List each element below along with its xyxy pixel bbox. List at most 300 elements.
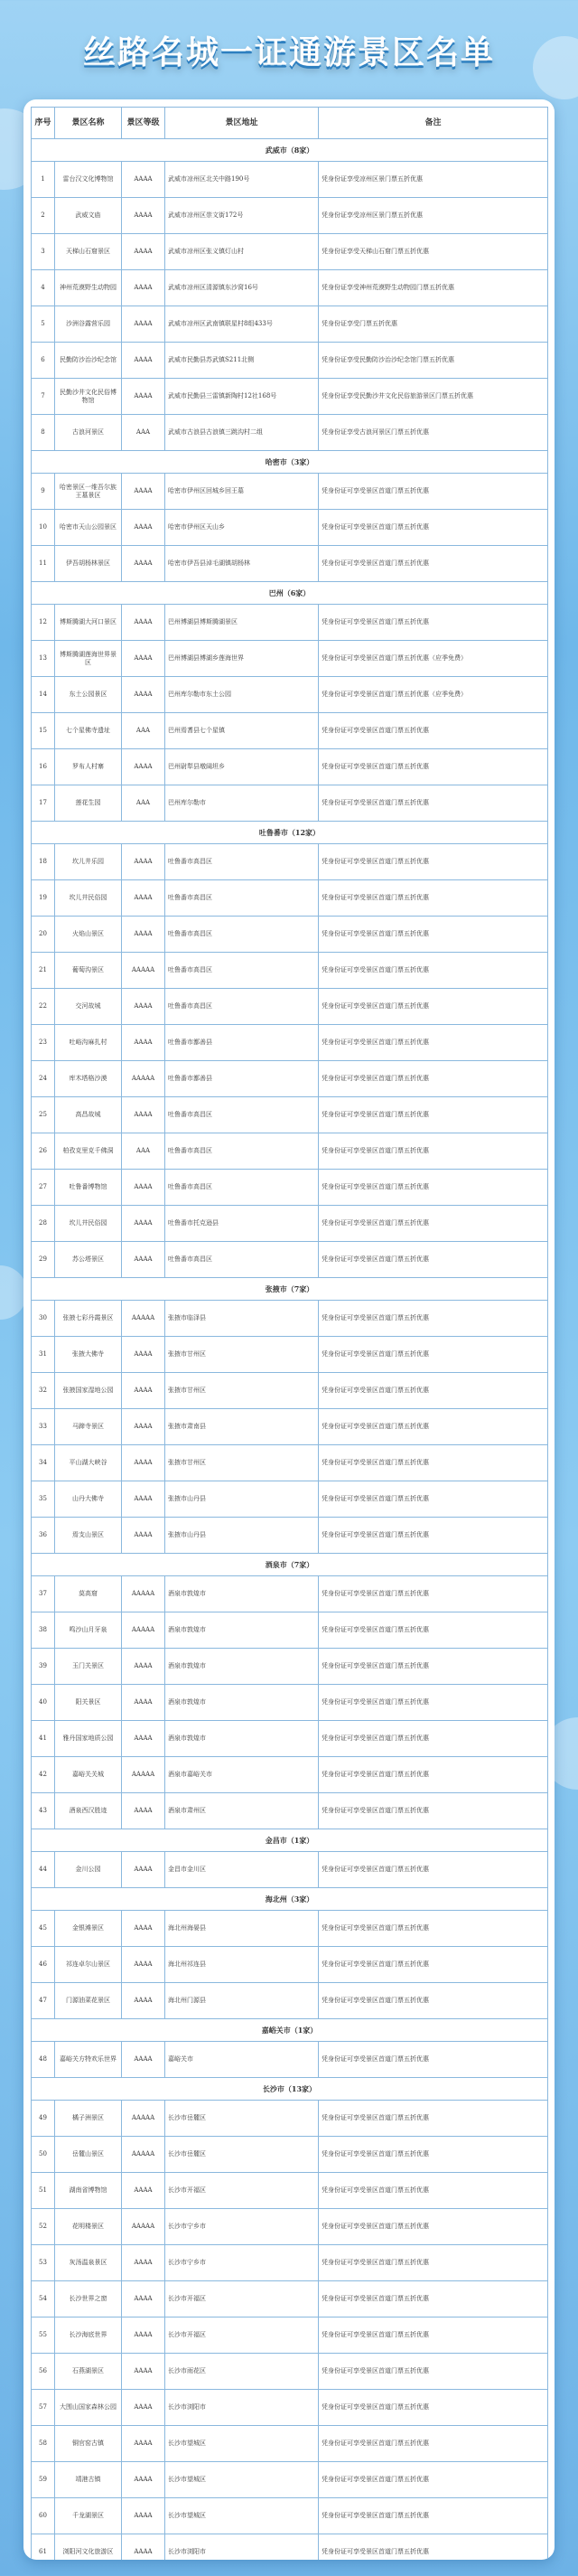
cell-address: 长沙市开福区 bbox=[165, 2317, 319, 2354]
cell-name: 门源油菜花景区 bbox=[55, 1983, 122, 2019]
section-title: 长沙市（13家） bbox=[32, 2078, 548, 2101]
cell-address: 巴州尉犁县墩阔坦乡 bbox=[165, 749, 319, 785]
cell-index: 23 bbox=[32, 1025, 55, 1061]
cell-name: 嘉峪关方特欢乐世界 bbox=[55, 2042, 122, 2078]
cell-address: 吐鲁番市高昌区 bbox=[165, 953, 319, 989]
cell-address: 吐鲁番市高昌区 bbox=[165, 917, 319, 953]
cell-index: 16 bbox=[32, 749, 55, 785]
cell-level: AAAA bbox=[122, 1025, 165, 1061]
cell-level: AAAA bbox=[122, 2317, 165, 2354]
cell-name: 靖港古镇 bbox=[55, 2462, 122, 2498]
cell-address: 吐鲁番市托克逊县 bbox=[165, 1206, 319, 1242]
table-row bbox=[32, 2042, 548, 2078]
cell-index: 28 bbox=[32, 1206, 55, 1242]
cell-index: 13 bbox=[32, 641, 55, 677]
cell-index: 27 bbox=[32, 1170, 55, 1206]
cell-index: 10 bbox=[32, 510, 55, 546]
cell-level: AAAA bbox=[122, 2245, 165, 2281]
cell-name: 莫高窟 bbox=[55, 1576, 122, 1612]
cell-name: 张掖大佛寺 bbox=[55, 1337, 122, 1373]
cell-name: 金银滩景区 bbox=[55, 1911, 122, 1947]
table-row bbox=[32, 546, 548, 582]
table-row bbox=[32, 2498, 548, 2534]
cell-remark: 凭身份证可享受景区首道门票五折优惠 bbox=[319, 1612, 548, 1649]
cell-address: 吐鲁番市高昌区 bbox=[165, 880, 319, 917]
cell-remark: 凭身份证可享受景区首道门票五折优惠 bbox=[319, 1206, 548, 1242]
cell-level: AAAA bbox=[122, 234, 165, 270]
cell-remark: 凭身份证可享受景区首道门票五折优惠 bbox=[319, 1301, 548, 1337]
cell-address: 张掖市肃南县 bbox=[165, 1409, 319, 1445]
cell-remark: 凭身份证享受天梯山石窟门票五折优惠 bbox=[319, 234, 548, 270]
cell-index: 11 bbox=[32, 546, 55, 582]
table-row bbox=[32, 2354, 548, 2390]
cell-address: 酒泉市敦煌市 bbox=[165, 1612, 319, 1649]
cell-address: 哈密市伊州区回城乡回王墓 bbox=[165, 474, 319, 510]
table-body bbox=[32, 139, 548, 2561]
cell-address: 武威市凉州区清源镇东沙窝16号 bbox=[165, 270, 319, 306]
cell-index: 56 bbox=[32, 2354, 55, 2390]
cell-address: 酒泉市嘉峪关市 bbox=[165, 1757, 319, 1793]
table-row bbox=[32, 1852, 548, 1888]
cell-index: 9 bbox=[32, 474, 55, 510]
cell-level: AAAA bbox=[122, 306, 165, 343]
section-header-row bbox=[32, 2078, 548, 2101]
scenic-table bbox=[31, 107, 548, 2560]
table-row bbox=[32, 1721, 548, 1757]
table-row bbox=[32, 2534, 548, 2561]
cell-index: 30 bbox=[32, 1301, 55, 1337]
cell-address: 酒泉市敦煌市 bbox=[165, 1649, 319, 1685]
cell-level: AAAA bbox=[122, 474, 165, 510]
cell-remark: 凭身份证可享受景区首道门票五折优惠 bbox=[319, 1983, 548, 2019]
cell-address: 巴州库尔勒市 bbox=[165, 785, 319, 822]
cell-index: 26 bbox=[32, 1133, 55, 1170]
cell-address: 武威市凉州区崇文街172号 bbox=[165, 198, 319, 234]
cell-index: 24 bbox=[32, 1061, 55, 1097]
table-row bbox=[32, 989, 548, 1025]
table-row bbox=[32, 415, 548, 451]
section-title: 巴州（6家） bbox=[32, 582, 548, 605]
cell-address: 巴州博湖县博湖乡莲海世界 bbox=[165, 641, 319, 677]
table-row bbox=[32, 1373, 548, 1409]
table-row bbox=[32, 1757, 548, 1793]
cell-index: 21 bbox=[32, 953, 55, 989]
cell-name: 浏阳河文化旅游区 bbox=[55, 2534, 122, 2561]
cell-name: 民勤防沙治沙纪念馆 bbox=[55, 343, 122, 379]
cell-index: 7 bbox=[32, 379, 55, 415]
cell-index: 57 bbox=[32, 2390, 55, 2426]
cell-level: AAAAA bbox=[122, 1612, 165, 1649]
cell-level: AAAA bbox=[122, 510, 165, 546]
cell-level: AAAA bbox=[122, 1337, 165, 1373]
cell-remark: 凭身份证可享受景区首道门票五折优惠 bbox=[319, 1649, 548, 1685]
table-row bbox=[32, 1097, 548, 1133]
cell-address: 哈密市伊州区天山乡 bbox=[165, 510, 319, 546]
cell-address: 金昌市金川区 bbox=[165, 1852, 319, 1888]
table-row bbox=[32, 2245, 548, 2281]
cell-level: AAAA bbox=[122, 2462, 165, 2498]
cell-address: 海北州祁连县 bbox=[165, 1947, 319, 1983]
cell-remark: 凭身份证可享受景区首道门票五折优惠 bbox=[319, 2245, 548, 2281]
cell-remark: 凭身份证可享受景区首道门票五折优惠 bbox=[319, 2137, 548, 2173]
cell-index: 34 bbox=[32, 1445, 55, 1481]
cell-index: 8 bbox=[32, 415, 55, 451]
cell-remark: 凭身份证可享受景区首道门票五折优惠 bbox=[319, 1337, 548, 1373]
cell-remark: 凭身份证可享受景区首道门票五折优惠 bbox=[319, 2042, 548, 2078]
cell-level: AAA bbox=[122, 713, 165, 749]
cell-remark: 凭身份证可享受景区首道门票五折优惠 bbox=[319, 1793, 548, 1829]
table-row bbox=[32, 1911, 548, 1947]
cell-name: 吐鲁番博物馆 bbox=[55, 1170, 122, 1206]
cell-address: 长沙市开福区 bbox=[165, 2173, 319, 2209]
cell-index: 58 bbox=[32, 2426, 55, 2462]
cell-name: 长沙世界之窗 bbox=[55, 2281, 122, 2317]
section-title: 酒泉市（7家） bbox=[32, 1554, 548, 1576]
cell-level: AAAA bbox=[122, 1518, 165, 1554]
cell-remark: 凭身份证享受古浪河景区门票五折优惠 bbox=[319, 415, 548, 451]
section-header-row bbox=[32, 822, 548, 844]
cell-address: 海北州海晏县 bbox=[165, 1911, 319, 1947]
cell-address: 吐鲁番市高昌区 bbox=[165, 1097, 319, 1133]
cell-remark: 凭身份证可享受景区首道门票五折优惠 bbox=[319, 605, 548, 641]
table-row bbox=[32, 1612, 548, 1649]
cell-index: 18 bbox=[32, 844, 55, 880]
cell-remark: 凭身份证可享受景区首道门票五折优惠 bbox=[319, 1445, 548, 1481]
cell-address: 长沙市浏阳市 bbox=[165, 2534, 319, 2561]
cell-address: 长沙市望城区 bbox=[165, 2426, 319, 2462]
table-row bbox=[32, 2209, 548, 2245]
table-row bbox=[32, 162, 548, 198]
table-row bbox=[32, 198, 548, 234]
table-row bbox=[32, 713, 548, 749]
cell-name: 金川公园 bbox=[55, 1852, 122, 1888]
cell-level: AAAA bbox=[122, 1242, 165, 1278]
cell-level: AAA bbox=[122, 415, 165, 451]
cell-name: 岳麓山景区 bbox=[55, 2137, 122, 2173]
cell-remark: 凭身份证可享受景区首道门票五折优惠 bbox=[319, 474, 548, 510]
cell-remark: 凭身份证可享受景区首道门票五折优惠 bbox=[319, 785, 548, 822]
cell-remark: 凭身份证可享受景区首道门票五折优惠（应季免费） bbox=[319, 677, 548, 713]
cell-level: AAAA bbox=[122, 162, 165, 198]
cell-address: 武威市凉州区张义镇灯山村 bbox=[165, 234, 319, 270]
cell-remark: 凭身份证可享受景区首道门票五折优惠 bbox=[319, 1721, 548, 1757]
cell-remark: 凭身份证享受凉州区景门票五折优惠 bbox=[319, 162, 548, 198]
cell-name: 武威文庙 bbox=[55, 198, 122, 234]
cell-remark: 凭身份证可享受景区首道门票五折优惠 bbox=[319, 2534, 548, 2561]
cell-address: 长沙市浏阳市 bbox=[165, 2390, 319, 2426]
table-row bbox=[32, 953, 548, 989]
cell-remark: 凭身份证可享受景区首道门票五折优惠 bbox=[319, 1170, 548, 1206]
header-index: 序号 bbox=[32, 108, 55, 139]
cell-remark: 凭身份证享受门票五折优惠 bbox=[319, 306, 548, 343]
cell-level: AAAA bbox=[122, 343, 165, 379]
section-title: 海北州（3家） bbox=[32, 1888, 548, 1911]
cell-name: 橘子洲景区 bbox=[55, 2101, 122, 2137]
cell-remark: 凭身份证可享受景区首道门票五折优惠 bbox=[319, 2173, 548, 2209]
cell-name: 天梯山石窟景区 bbox=[55, 234, 122, 270]
cell-remark: 凭身份证可享受景区首道门票五折优惠 bbox=[319, 880, 548, 917]
cell-name: 大围山国家森林公园 bbox=[55, 2390, 122, 2426]
table-row bbox=[32, 379, 548, 415]
section-title: 武威市（8家） bbox=[32, 139, 548, 162]
table-row bbox=[32, 1133, 548, 1170]
cell-index: 54 bbox=[32, 2281, 55, 2317]
cell-name: 坎儿井民俗园 bbox=[55, 1206, 122, 1242]
cell-index: 40 bbox=[32, 1685, 55, 1721]
cell-index: 50 bbox=[32, 2137, 55, 2173]
cell-index: 5 bbox=[32, 306, 55, 343]
cell-level: AAAAA bbox=[122, 2209, 165, 2245]
table-row bbox=[32, 1685, 548, 1721]
cell-address: 武威市民勤县三雷镇新陶村12社168号 bbox=[165, 379, 319, 415]
cell-level: AAAA bbox=[122, 2042, 165, 2078]
cell-remark: 凭身份证可享受景区首道门票五折优惠 bbox=[319, 2209, 548, 2245]
cell-remark: 凭身份证可享受景区首道门票五折优惠（应季免费） bbox=[319, 641, 548, 677]
table-row bbox=[32, 641, 548, 677]
cell-index: 14 bbox=[32, 677, 55, 713]
cell-level: AAAA bbox=[122, 605, 165, 641]
cell-address: 长沙市岳麓区 bbox=[165, 2137, 319, 2173]
cell-remark: 凭身份证可享受景区首道门票五折优惠 bbox=[319, 1481, 548, 1518]
cell-address: 张掖市山丹县 bbox=[165, 1481, 319, 1518]
table-row bbox=[32, 510, 548, 546]
section-title: 吐鲁番市（12家） bbox=[32, 822, 548, 844]
section-title: 哈密市（3家） bbox=[32, 451, 548, 474]
table-row bbox=[32, 677, 548, 713]
table-row bbox=[32, 1983, 548, 2019]
cell-address: 武威市民勤县苏武镇S211北侧 bbox=[165, 343, 319, 379]
cell-address: 张掖市甘州区 bbox=[165, 1337, 319, 1373]
table-row bbox=[32, 1947, 548, 1983]
cell-name: 东土公园景区 bbox=[55, 677, 122, 713]
cell-name: 莲花生园 bbox=[55, 785, 122, 822]
cell-address: 长沙市岳麓区 bbox=[165, 2101, 319, 2137]
cell-index: 53 bbox=[32, 2245, 55, 2281]
cell-name: 柏孜克里克千佛洞 bbox=[55, 1133, 122, 1170]
section-header-row bbox=[32, 2019, 548, 2042]
cell-level: AAAA bbox=[122, 1445, 165, 1481]
cell-index: 20 bbox=[32, 917, 55, 953]
cell-address: 巴州焉耆县七个星镇 bbox=[165, 713, 319, 749]
cell-index: 45 bbox=[32, 1911, 55, 1947]
table-row bbox=[32, 2390, 548, 2426]
cell-name: 神州荒漠野生动物园 bbox=[55, 270, 122, 306]
cell-remark: 凭身份证可享受景区首道门票五折优惠 bbox=[319, 2498, 548, 2534]
cell-remark: 凭身份证可享受景区首道门票五折优惠 bbox=[319, 2462, 548, 2498]
cell-index: 55 bbox=[32, 2317, 55, 2354]
cell-name: 伊吾胡杨林景区 bbox=[55, 546, 122, 582]
cell-remark: 凭身份证可享受景区首道门票五折优惠 bbox=[319, 1685, 548, 1721]
cell-index: 2 bbox=[32, 198, 55, 234]
table-row bbox=[32, 749, 548, 785]
table-row bbox=[32, 1337, 548, 1373]
cell-remark: 凭身份证可享受景区首道门票五折优惠 bbox=[319, 1133, 548, 1170]
cell-address: 长沙市雨花区 bbox=[165, 2354, 319, 2390]
cell-level: AAAA bbox=[122, 1947, 165, 1983]
cell-remark: 凭身份证可享受景区首道门票五折优惠 bbox=[319, 2317, 548, 2354]
table-row bbox=[32, 2462, 548, 2498]
cell-level: AAA bbox=[122, 785, 165, 822]
cell-name: 雅丹国家地质公园 bbox=[55, 1721, 122, 1757]
table-row bbox=[32, 844, 548, 880]
table-row bbox=[32, 1445, 548, 1481]
cell-address: 吐鲁番市鄯善县 bbox=[165, 1025, 319, 1061]
cell-address: 张掖市山丹县 bbox=[165, 1518, 319, 1554]
header-name: 景区名称 bbox=[55, 108, 122, 139]
cell-remark: 凭身份证可享受景区首道门票五折优惠 bbox=[319, 2354, 548, 2390]
cell-address: 哈密市伊吾县淖毛湖镇胡杨林 bbox=[165, 546, 319, 582]
cell-name: 古浪河景区 bbox=[55, 415, 122, 451]
cell-name: 七个星佛寺遗址 bbox=[55, 713, 122, 749]
cell-remark: 凭身份证可享受景区首道门票五折优惠 bbox=[319, 2390, 548, 2426]
table-row bbox=[32, 1793, 548, 1829]
cell-name: 哈密市天山公园景区 bbox=[55, 510, 122, 546]
cell-index: 59 bbox=[32, 2462, 55, 2498]
cell-remark: 凭身份证可享受景区首道门票五折优惠 bbox=[319, 1409, 548, 1445]
cell-name: 平山湖大峡谷 bbox=[55, 1445, 122, 1481]
cell-index: 60 bbox=[32, 2498, 55, 2534]
cell-level: AAAA bbox=[122, 1206, 165, 1242]
cell-address: 吐鲁番市高昌区 bbox=[165, 989, 319, 1025]
cell-index: 47 bbox=[32, 1983, 55, 2019]
cell-name: 吐峪沟麻扎村 bbox=[55, 1025, 122, 1061]
header-level: 景区等级 bbox=[122, 108, 165, 139]
table-row bbox=[32, 917, 548, 953]
cell-address: 酒泉市敦煌市 bbox=[165, 1576, 319, 1612]
cell-name: 高昌故城 bbox=[55, 1097, 122, 1133]
cell-name: 苏公塔景区 bbox=[55, 1242, 122, 1278]
cell-name: 鸣沙山月牙泉 bbox=[55, 1612, 122, 1649]
cell-name: 千龙湖景区 bbox=[55, 2498, 122, 2534]
cell-remark: 凭身份证可享受景区首道门票五折优惠 bbox=[319, 749, 548, 785]
cell-level: AAAA bbox=[122, 2426, 165, 2462]
cell-index: 61 bbox=[32, 2534, 55, 2561]
cell-name: 民勤沙井文化民俗博物馆 bbox=[55, 379, 122, 415]
table-row bbox=[32, 1242, 548, 1278]
table-row bbox=[32, 1170, 548, 1206]
cell-name: 葡萄沟景区 bbox=[55, 953, 122, 989]
cell-address: 海北州门源县 bbox=[165, 1983, 319, 2019]
cell-index: 19 bbox=[32, 880, 55, 917]
cell-name: 坎儿井民俗园 bbox=[55, 880, 122, 917]
cell-level: AAAA bbox=[122, 880, 165, 917]
cell-level: AAAA bbox=[122, 2173, 165, 2209]
cell-name: 石燕湖景区 bbox=[55, 2354, 122, 2390]
cell-name: 嘉峪关关城 bbox=[55, 1757, 122, 1793]
cell-address: 吐鲁番市高昌区 bbox=[165, 844, 319, 880]
cell-address: 巴州库尔勒市东土公园 bbox=[165, 677, 319, 713]
cell-address: 武威市古浪县古浪镇三跳沟村二组 bbox=[165, 415, 319, 451]
cell-index: 41 bbox=[32, 1721, 55, 1757]
table-row bbox=[32, 785, 548, 822]
table-row bbox=[32, 1649, 548, 1685]
cell-level: AAAA bbox=[122, 1409, 165, 1445]
cell-remark: 凭身份证可享受景区首道门票五折优惠 bbox=[319, 1061, 548, 1097]
cell-address: 长沙市宁乡市 bbox=[165, 2209, 319, 2245]
cell-index: 49 bbox=[32, 2101, 55, 2137]
table-row bbox=[32, 605, 548, 641]
cell-level: AAAA bbox=[122, 641, 165, 677]
cell-level: AAAA bbox=[122, 749, 165, 785]
header-address: 景区地址 bbox=[165, 108, 319, 139]
table-row bbox=[32, 1576, 548, 1612]
cell-remark: 凭身份证享受民勤防沙治沙纪念馆门票五折优惠 bbox=[319, 343, 548, 379]
table-row bbox=[32, 1206, 548, 1242]
section-title: 嘉峪关市（1家） bbox=[32, 2019, 548, 2042]
cell-name: 张掖国家湿地公园 bbox=[55, 1373, 122, 1409]
cell-index: 32 bbox=[32, 1373, 55, 1409]
table-row bbox=[32, 2101, 548, 2137]
cell-level: AAAAA bbox=[122, 1301, 165, 1337]
cell-index: 37 bbox=[32, 1576, 55, 1612]
cell-index: 4 bbox=[32, 270, 55, 306]
cell-level: AAAA bbox=[122, 2534, 165, 2561]
cell-remark: 凭身份证可享受景区首道门票五折优惠 bbox=[319, 1518, 548, 1554]
cell-remark: 凭身份证可享受景区首道门票五折优惠 bbox=[319, 1025, 548, 1061]
cell-remark: 凭身份证可享受景区首道门票五折优惠 bbox=[319, 713, 548, 749]
cell-address: 吐鲁番市高昌区 bbox=[165, 1242, 319, 1278]
cell-index: 12 bbox=[32, 605, 55, 641]
cell-address: 武威市凉州区武南镇联星村8组433号 bbox=[165, 306, 319, 343]
table-row bbox=[32, 234, 548, 270]
cell-level: AAAA bbox=[122, 379, 165, 415]
cell-remark: 凭身份证可享受景区首道门票五折优惠 bbox=[319, 2101, 548, 2137]
cell-address: 酒泉市敦煌市 bbox=[165, 1721, 319, 1757]
cell-index: 42 bbox=[32, 1757, 55, 1793]
cell-level: AAAA bbox=[122, 2498, 165, 2534]
cell-remark: 凭身份证可享受景区首道门票五折优惠 bbox=[319, 917, 548, 953]
section-header-row bbox=[32, 139, 548, 162]
cell-level: AAAA bbox=[122, 989, 165, 1025]
cell-remark: 凭身份证享受民勤沙井文化民俗旅游景区门票五折优惠 bbox=[319, 379, 548, 415]
cell-remark: 凭身份证可享受景区首道门票五折优惠 bbox=[319, 2426, 548, 2462]
cell-name: 雷台汉文化博物馆 bbox=[55, 162, 122, 198]
cell-address: 长沙市望城区 bbox=[165, 2498, 319, 2534]
cell-address: 吐鲁番市鄯善县 bbox=[165, 1061, 319, 1097]
cell-address: 武威市凉州区北关中路190号 bbox=[165, 162, 319, 198]
cell-remark: 凭身份证可享受景区首道门票五折优惠 bbox=[319, 953, 548, 989]
cell-name: 交河故城 bbox=[55, 989, 122, 1025]
page-title: 丝路名城一证通游景区名单 bbox=[82, 34, 495, 71]
cell-index: 17 bbox=[32, 785, 55, 822]
cell-level: AAAA bbox=[122, 270, 165, 306]
table-row bbox=[32, 474, 548, 510]
list-card bbox=[23, 99, 555, 2560]
cell-address: 长沙市宁乡市 bbox=[165, 2245, 319, 2281]
cell-level: AAAA bbox=[122, 1097, 165, 1133]
cell-name: 罗布人村寨 bbox=[55, 749, 122, 785]
cell-remark: 凭身份证可享受景区首道门票五折优惠 bbox=[319, 510, 548, 546]
cell-level: AAAA bbox=[122, 1983, 165, 2019]
cell-level: AAAAA bbox=[122, 1576, 165, 1612]
cell-index: 6 bbox=[32, 343, 55, 379]
table-row bbox=[32, 306, 548, 343]
table-row bbox=[32, 2281, 548, 2317]
cell-name: 哈密景区一维吾尔族王墓景区 bbox=[55, 474, 122, 510]
cell-remark: 凭身份证享受神州荒漠野生动物园门票五折优惠 bbox=[319, 270, 548, 306]
cell-address: 长沙市望城区 bbox=[165, 2462, 319, 2498]
cell-index: 3 bbox=[32, 234, 55, 270]
cell-name: 马蹄寺景区 bbox=[55, 1409, 122, 1445]
cell-level: AAAA bbox=[122, 1852, 165, 1888]
table-row bbox=[32, 343, 548, 379]
cell-level: AAAA bbox=[122, 2390, 165, 2426]
cell-remark: 凭身份证享受凉州区景门票五折优惠 bbox=[319, 198, 548, 234]
cell-address: 张掖市甘州区 bbox=[165, 1373, 319, 1409]
cell-name: 长沙海底世界 bbox=[55, 2317, 122, 2354]
cell-level: AAAA bbox=[122, 1481, 165, 1518]
cell-index: 38 bbox=[32, 1612, 55, 1649]
